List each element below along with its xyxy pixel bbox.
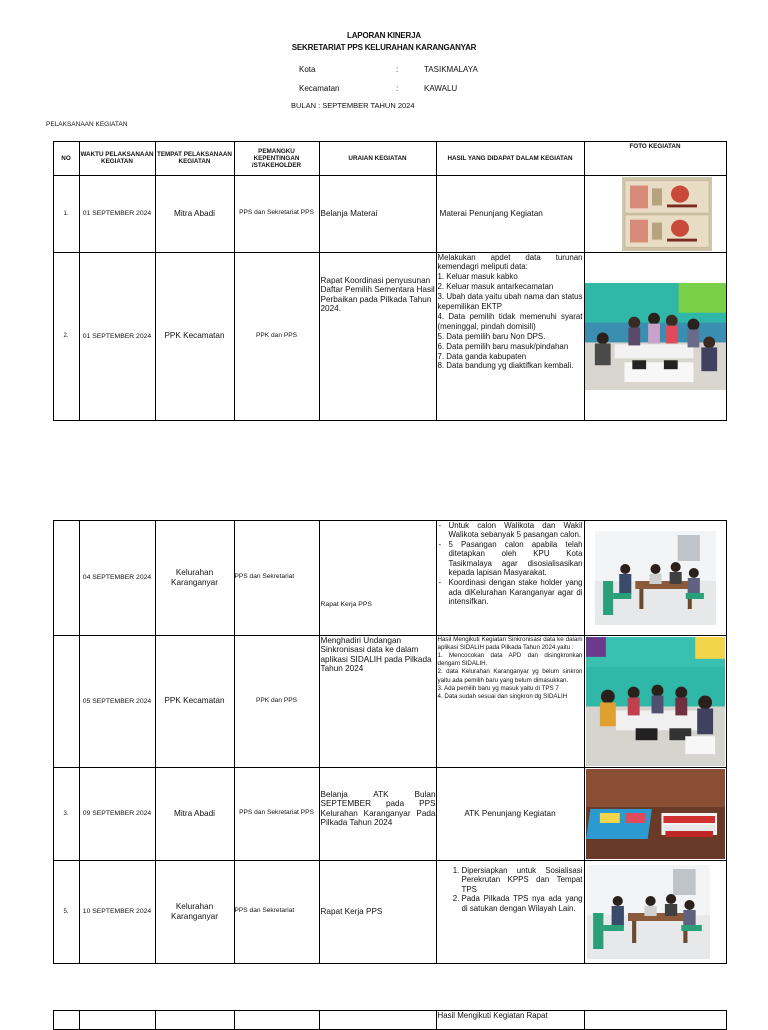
- col-header-waktu: WAKTU PELAKSANAAN KEGIATAN: [79, 141, 156, 176]
- row5-date: 09 SEPTEMBER 2024: [79, 767, 156, 861]
- row6-result-item: 2. Pada Pilkada TPS nya ada yang di satukan dengan Wilayah Lain.: [462, 894, 583, 913]
- row7-stakeholder: [234, 1010, 320, 1030]
- row2-result-item: 2. Keluar masuk antarkecamatan: [437, 282, 554, 292]
- row6-photo-cell: [584, 860, 727, 964]
- row3-no: [53, 520, 80, 636]
- stamp-photo: [622, 177, 712, 251]
- row7-no: [53, 1010, 80, 1030]
- row2-result-item: 3. Ubah data yaitu ubah nama dan status kepemilikan EKTP: [437, 292, 583, 312]
- report-subtitle: SEKRETARIAT PPS KELURAHAN KARANGANYAR: [291, 43, 477, 52]
- row4-result: [436, 635, 585, 768]
- meeting-photo: [585, 283, 726, 390]
- row2-stakeholder: PPK dan PPS: [234, 252, 320, 421]
- row6-stakeholder: PPS dan Sekretariat: [234, 860, 320, 964]
- row6-result: [436, 860, 585, 964]
- row3-place: Kelurahan Karanganyar: [155, 520, 235, 636]
- row6-result-item: 1. Dipersiapkan untuk Sosialisasi Perekrutan KPPS dan Tempat TPS: [462, 866, 583, 895]
- col-header-uraian: URAIAN KEGIATAN: [319, 141, 437, 176]
- row5-description: Belanja ATK Bulan SEPTEMBER pada PPS Kelurahan Karanganyar Pada Pilkada Tahun 2024: [319, 767, 437, 861]
- report-period: BULAN : SEPTEMBER TAHUN 2024: [291, 101, 415, 110]
- row2-result-intro: Melakukan apdet data turunan kemendagri meliputi data:: [437, 252, 583, 272]
- row5-stakeholder: PPS dan Sekretariat PPS: [234, 767, 320, 861]
- row4-no: [53, 635, 80, 768]
- row1-result-text: Materai Penunjang Kegiatan: [439, 208, 543, 218]
- row1-stakeholder: PPS dan Sekretariat PPS: [234, 175, 320, 253]
- row5-no: 3.: [53, 767, 80, 861]
- row2-result-item: 8. Data bandung yg diaktifkan kembali.: [437, 361, 574, 371]
- row4-result-item: 4. Data sudah sesuai dan singkron dg SIDALIH: [437, 692, 568, 700]
- kota-value: TASIKMALAYA: [424, 65, 478, 74]
- row6-description: Rapat Kerja PPS: [319, 860, 437, 964]
- kecamatan-value: KAWALU: [424, 84, 458, 93]
- row4-description: Menghadiri Undangan Sinkronisasi data ke dalam aplikasi SIDALIH pada Pilkada Tahun 2024: [319, 635, 437, 768]
- row5-place: Mitra Abadi: [155, 767, 235, 861]
- row1-no: 1.: [53, 175, 80, 253]
- section-label: PELAKSANAAN KEGIATAN: [46, 121, 128, 128]
- row4-result-intro: Hasil Mengikuti Kegiatan Sinkronisasi data ke dalam aplikasi SIDALIH pada Pilkada Tahun 2024.yaitu :: [437, 635, 583, 651]
- row2-photo-cell: [584, 252, 727, 421]
- row1-description: Belanja Materai: [319, 175, 437, 253]
- col-header-hasil: HASIL YANG DIDAPAT DALAM KEGIATAN: [436, 141, 585, 176]
- row2-result-item: 7. Data ganda kabupaten: [437, 351, 527, 361]
- row3-result-item: - Koordinasi dengan stake holder yang ada diKelurahan Karanganyar agar di intensifkan.: [449, 578, 583, 607]
- row1-place: Mitra Abadi: [155, 175, 235, 253]
- row6-date: 10 SEPTEMBER 2024: [79, 860, 156, 964]
- row2-result-item: 4. Data pemilih tidak memenuhi syarat (meninggal, pindah domisili): [437, 311, 583, 331]
- row3-result: [436, 520, 585, 636]
- kota-label: Kota: [299, 65, 316, 74]
- row4-result-item: 3. Ada pemilih baru yg masuk yaitu di TPS 7: [437, 684, 559, 692]
- row5-photo-cell: [584, 767, 727, 861]
- meeting-photo-2: [586, 637, 725, 766]
- row4-photo-cell: [584, 635, 727, 768]
- row1-date: 01 SEPTEMBER 2024: [79, 175, 156, 253]
- office-photo: [595, 531, 716, 625]
- kecamatan-separator: :: [396, 84, 399, 93]
- row2-date: 01 SEPTEMBER 2024: [79, 252, 156, 421]
- row6-no: 5.: [53, 860, 80, 964]
- row7-result-intro: Hasil Mengikuti Kegiatan Rapat: [437, 1010, 548, 1020]
- row4-result-item: 1. Mencocokan data APD dan disingkronkan dengam SIDALIH.: [437, 651, 583, 668]
- col-header-foto: FOTO KEGIATAN: [584, 141, 727, 176]
- row3-stakeholder: PPS dan Sekretariat: [234, 520, 320, 636]
- row5-result: [436, 767, 585, 861]
- report-title: LAPORAN KINERJA: [347, 31, 421, 40]
- col-header-tempat: TEMPAT PELAKSANAAN KEGIATAN: [155, 141, 235, 176]
- row7-result: [436, 1010, 585, 1030]
- row1-photo-cell: [584, 175, 727, 253]
- row4-place: PPK Kecamatan: [155, 635, 235, 768]
- row2-result-item: 6. Data pemilih baru masuk/pindahan: [437, 341, 569, 351]
- row2-result: [436, 252, 585, 421]
- row4-stakeholder: PPK dan PPS: [234, 635, 320, 768]
- row3-result-item: - 5 Pasangan calon apabila telah ditetapkan oleh KPU Kota Tasikmalaya agar disosialisasikan kepada lapisan Masyarakat.: [449, 540, 583, 578]
- col-header-no: NO: [53, 141, 80, 176]
- row3-date: 04 SEPTEMBER 2024: [79, 520, 156, 636]
- kecamatan-label: Kecamatan: [299, 84, 340, 93]
- row7-photo-cell: [584, 1010, 727, 1030]
- atk-photo: [586, 769, 725, 859]
- kota-separator: :: [396, 65, 399, 74]
- row2-description: Rapat Koordinasi penyusunan Daftar Pemilih Sementara Hasil Perbaikan pada Pilkada Tahun 2024.: [319, 252, 437, 421]
- col-header-pemangku: PEMANGKU KEPENTINGAN /STAKEHOLDER: [234, 141, 320, 176]
- row2-result-item: 1. Keluar masuk kabko: [437, 272, 518, 282]
- row6-place: Kelurahan Karanganyar: [155, 860, 235, 964]
- row7-place: [155, 1010, 235, 1030]
- row2-no: 2.: [53, 252, 80, 421]
- row7-description: [319, 1010, 437, 1030]
- row2-place: PPK Kecamatan: [155, 252, 235, 421]
- row5-result-text: ATK Penunjang Kegiatan: [464, 808, 556, 818]
- row1-result: [436, 175, 585, 253]
- row2-result-item: 5. Data pemilih baru Non DPS.: [437, 331, 546, 341]
- row4-result-item: 2. data Kelurahan Karanganyar yg belum sinkron yaitu ada pemilih baru yang belum dimasukkan.: [437, 668, 583, 684]
- row3-photo-cell: [584, 520, 727, 636]
- row3-result-item: - Untuk calon Walikota dan Wakil Walikota sebanyak 5 pasangan calon.: [449, 521, 583, 540]
- row3-description: Rapat Kerja PPS: [319, 520, 437, 636]
- row4-date: 05 SEPTEMBER 2024: [79, 635, 156, 768]
- office-photo-2: [587, 865, 710, 959]
- row7-date: [79, 1010, 156, 1030]
